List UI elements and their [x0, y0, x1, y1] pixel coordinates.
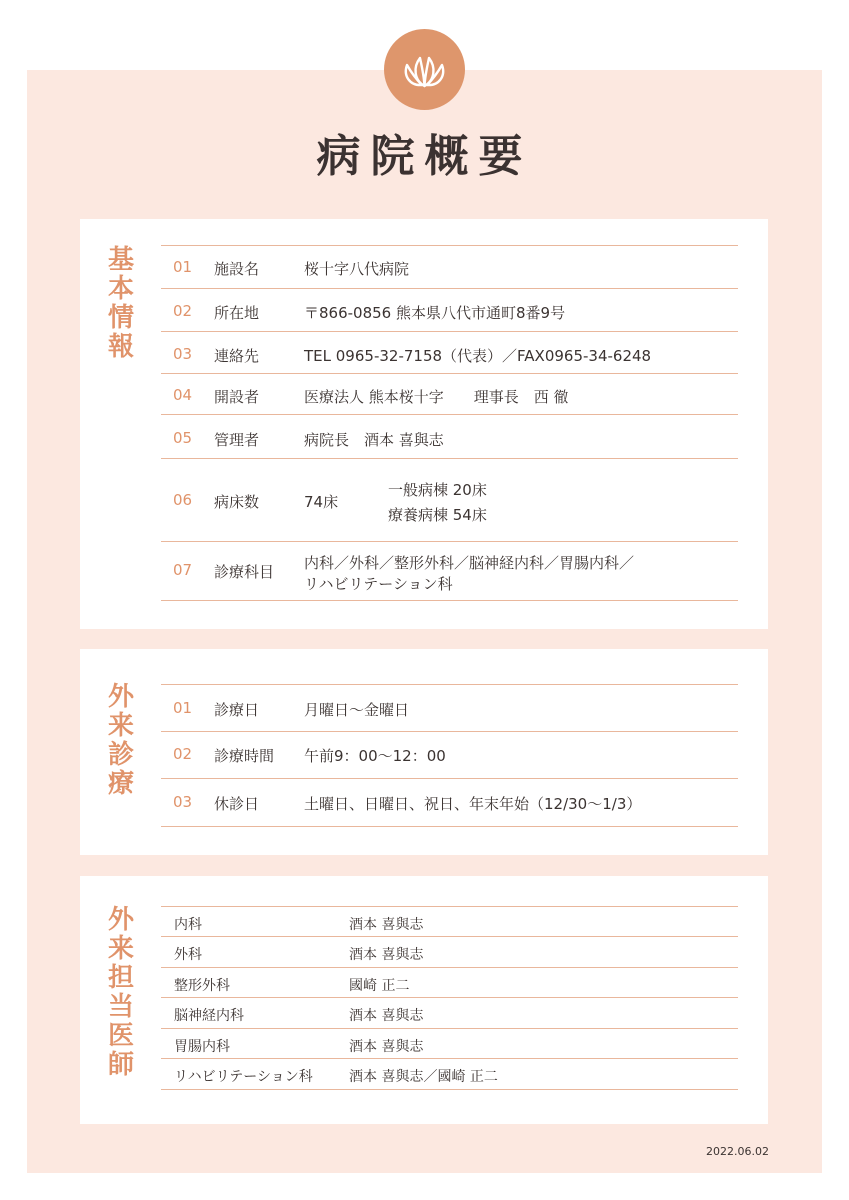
- row-number: 07: [173, 561, 193, 579]
- doctors-heading: [106, 906, 136, 1080]
- divider: [161, 778, 738, 779]
- doctor-name: 酒本 喜與志／國崎 正二: [349, 1069, 498, 1085]
- divider: [161, 1058, 738, 1059]
- outpatient-heading-text: 外来診療: [107, 682, 134, 799]
- department-name: 脳神経内科: [174, 1008, 244, 1024]
- consultation-days: 月曜日〜金曜日: [304, 701, 410, 719]
- row-number: 03: [173, 345, 193, 363]
- divider: [161, 373, 738, 374]
- contact: TEL 0965-32-7158（代表）／FAX0965-34-6248: [304, 347, 652, 365]
- department-name: 胃腸内科: [174, 1039, 230, 1055]
- basic-info-heading: [106, 246, 136, 362]
- outpatient-heading: [106, 683, 136, 799]
- facility-name: 桜十字八代病院: [304, 260, 410, 278]
- doctor-name: 酒本 喜與志: [349, 947, 424, 963]
- departments-line1: 内科／外科／整形外科／脳神経内科／胃腸内科／: [304, 554, 635, 572]
- department-name: 整形外科: [174, 978, 230, 994]
- row-number: 06: [173, 491, 193, 509]
- row-label: 病床数: [214, 493, 260, 511]
- row-number: 03: [173, 793, 193, 811]
- doctors-heading-text: 外来担当医師: [107, 905, 134, 1080]
- row-number: 02: [173, 302, 193, 320]
- divider: [161, 1089, 738, 1090]
- divider: [161, 684, 738, 685]
- departments-line2: リハビリテーション科: [304, 575, 453, 593]
- row-number: 01: [173, 258, 193, 276]
- divider: [161, 331, 738, 332]
- divider: [161, 906, 738, 907]
- divider: [161, 997, 738, 998]
- divider: [161, 414, 738, 415]
- doctor-name: 酒本 喜與志: [349, 1008, 424, 1024]
- row-number: 02: [173, 745, 193, 763]
- row-label: 診療時間: [214, 747, 275, 765]
- founder: 医療法人 熊本桜十字 理事長 西 徹: [304, 388, 569, 406]
- bed-count-general: 一般病棟 20床: [388, 481, 487, 499]
- divider: [161, 967, 738, 968]
- doctor-name: 酒本 喜與志: [349, 1039, 424, 1055]
- divider: [161, 936, 738, 937]
- doctor-name: 酒本 喜與志: [349, 917, 424, 933]
- row-label: 施設名: [214, 260, 260, 278]
- address: 〒866-0856 熊本県八代市通町8番9号: [304, 304, 566, 322]
- issue-date: 2022.06.02: [706, 1145, 769, 1158]
- department-name: リハビリテーション科: [174, 1069, 313, 1085]
- row-number: 04: [173, 386, 193, 404]
- row-label: 所在地: [214, 304, 260, 322]
- row-label: 診療日: [214, 701, 260, 719]
- row-number: 01: [173, 699, 193, 717]
- doctor-name: 國崎 正二: [349, 978, 410, 994]
- row-label: 診療科目: [214, 563, 275, 581]
- row-label: 開設者: [214, 388, 260, 406]
- administrator: 病院長 酒本 喜與志: [304, 431, 444, 449]
- divider: [161, 541, 738, 542]
- row-label: 休診日: [214, 795, 260, 813]
- department-name: 内科: [174, 917, 202, 933]
- divider: [161, 731, 738, 732]
- bed-count-care: 療養病棟 54床: [388, 506, 487, 524]
- divider: [161, 1028, 738, 1029]
- page-title: 病院概要: [316, 131, 533, 182]
- consultation-hours: 午前9：00〜12：00: [304, 747, 446, 765]
- divider: [161, 288, 738, 289]
- divider: [161, 826, 738, 827]
- basic-info-heading-text: 基本情報: [107, 245, 134, 362]
- row-number: 05: [173, 429, 193, 447]
- bed-count-total: 74床: [304, 493, 339, 511]
- department-name: 外科: [174, 947, 202, 963]
- row-label: 連絡先: [214, 347, 260, 365]
- divider: [161, 245, 738, 246]
- divider: [161, 600, 738, 601]
- divider: [161, 458, 738, 459]
- closed-days: 土曜日、日曜日、祝日、年末年始（12/30〜1/3）: [304, 795, 642, 813]
- lotus-icon: [384, 29, 465, 110]
- row-label: 管理者: [214, 431, 260, 449]
